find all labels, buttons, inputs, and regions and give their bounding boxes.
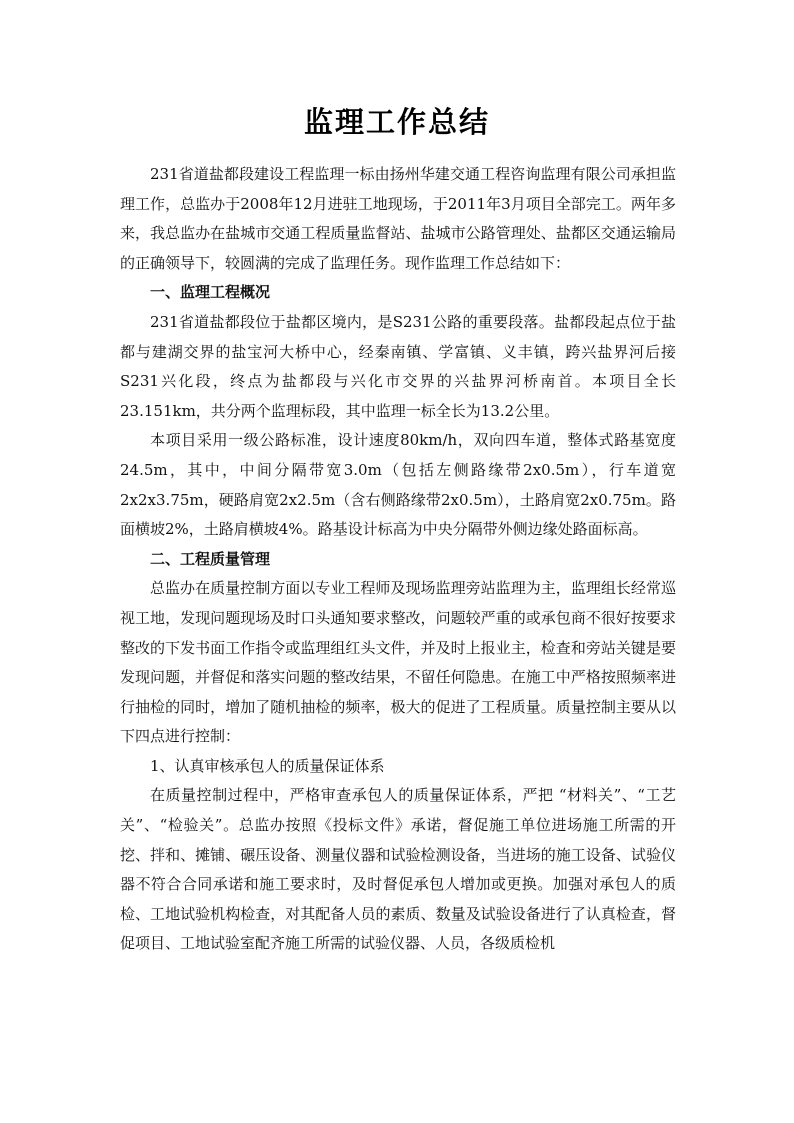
section-heading-overview: 一、监理工程概况 [150,283,271,302]
document-body [120,160,676,959]
overview-paragraph-1: 231省道盐都段位于盐都区境内，是S231公路的重要段落。盐都段起点位于盐都与建湖交界的盐宝河大桥中心，经秦南镇、学富镇、义丰镇，跨兴盐界河后接S231兴化段，终点为盐都段与兴化市交界的兴盐界河桥南首。本项目全长23.151km，共分两个监理标段，其中监理一标全长为13.2公里。 [120,312,676,420]
overview-paragraph-2: 本项目采用一级公路标准，设计速度80km/h，双向四车道，整体式路基宽度24.5m，其中，中间分隔带宽3.0m（包括左侧路缘带2x0.5m），行车道宽2x2x3.75m，硬路肩宽2x2.5m（含右侧路缘带2x0.5m），土路肩宽2x0.75m。路面横坡2%，土路肩横坡4%。路基设计标高为中央分隔带外侧边缘处路面标高。 [120,431,676,539]
document-title: 监理工作总结 [303,105,490,139]
section-heading-quality: 二、工程质量管理 [150,549,271,568]
intro-paragraph: 231省道盐都段建设工程监理一标由扬州华建交通工程咨询监理有限公司承担监理工作，总监办于2008年12月进驻工地现场，于2011年3月项目全部完工。两年多来，我总监办在盐城市交通工程质量监督站、盐城市公路管理处、盐都区交通运输局的正确领导下，较圆满的完成了监理任务。现作监理工作总结如下： [120,165,676,272]
subsection-paragraph-1: 在质量控制过程中，严格审查承包人的质量保证体系，严把 “材料关”、“工艺关”、“检验关”。总监办按照《投标文件》承诺，督促施工单位进场施工所需的开挖、拌和、摊铺、碾压设备、测量仪器和试验检测设备，当进场的施工设备、试验仪器不符合合同承诺和施工要求时，及时督促承包人增加或更换。加强对承包人的质检、工地试验机构检查，对其配备人员的素质、数量及试验设备进行了认真检查，督促项目、工地试验室配齐施工所需的试验仪器、人员，各级质检机 [120,786,676,953]
subsection-heading-1: 1、认真审核承包人的质量保证体系 [150,756,385,775]
quality-paragraph-1: 总监办在质量控制方面以专业工程师及现场监理旁站监理为主，监理组长经常巡视工地，发现问题现场及时口头通知要求整改，问题较严重的或承包商不很好按要求整改的下发书面工作指令或监理组红头文件，并及时上报业主，检查和旁站关键是要发现问题，并督促和落实问题的整改结果，不留任何隐患。在施工中严格按照频率进行抽检的同时，增加了随机抽检的频率，极大的促进了工程质量。质量控制主要从以下四点进行控制： [120,579,676,746]
